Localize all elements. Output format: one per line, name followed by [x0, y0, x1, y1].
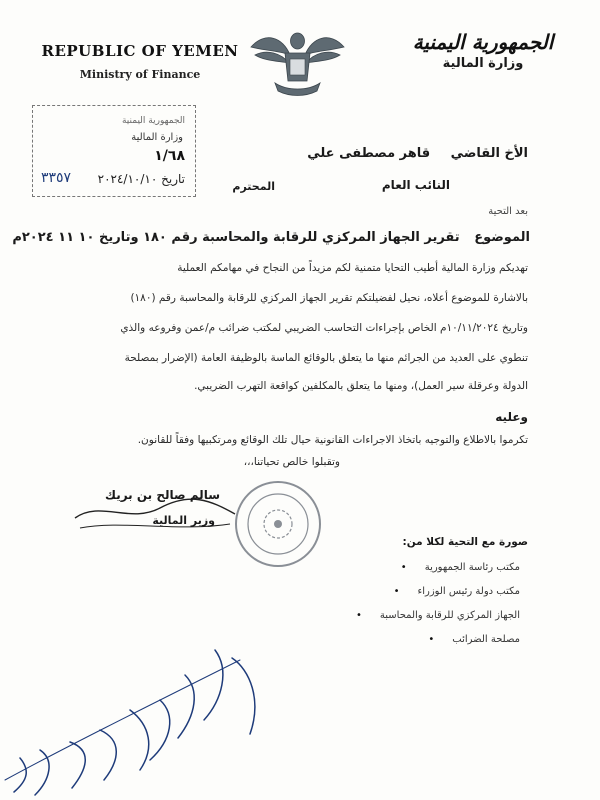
conclusion-line: وتقبلوا خالص تحياتنا،،، — [243, 456, 340, 468]
cc-list-item: الجهاز المركزي للرقابة والمحاسبة • — [356, 610, 520, 621]
cc-list-item: مكتب رئاسة الجمهورية • — [401, 562, 520, 573]
header-arabic — [408, 30, 558, 71]
recipient-name: قاهر مصطفى علي — [307, 146, 431, 161]
official-seal-icon — [232, 478, 324, 570]
body-line: الدولة وعرقلة سير العمل)، ومنها ما يتعلق بالمكلفين كواقعة التهرب الضريبي. — [194, 380, 528, 392]
reference-stamp-box — [32, 105, 196, 197]
ministry-name-en: Ministry of Finance — [79, 68, 201, 81]
greeting: بعد التحية — [488, 206, 528, 217]
eagle-emblem-icon — [245, 25, 350, 100]
cc-list-item: مكتب دولة رئيس الوزراء • — [394, 586, 520, 597]
reference-date: تاريخ ٢٠٢٤/١٠/١٠ — [97, 172, 185, 186]
body-line: تهديكم وزارة المالية أطيب التحايا متمنية لكم مزيداً من النجاح في مهامكم العملية — [177, 262, 528, 274]
recipient-honorific: المحترم — [232, 180, 275, 193]
minister-title: وزير المالية — [152, 514, 215, 527]
reference-line-2: وزارة المالية — [131, 132, 183, 143]
cc-list-item: مصلحة الضرائب • — [428, 634, 520, 645]
recipient-line — [307, 146, 528, 161]
subject-text: تقرير الجهاز المركزي للرقابة والمحاسبة رقم ١٨٠ وتاريخ ١٠ ١١ ٢٠٢٤م — [12, 230, 460, 245]
body-line: بالاشارة للموضوع أعلاه، نحيل لفضيلتكم تقرير الجهاز المركزي للرقابة والمحاسبة رقم (١٨٠) — [130, 292, 528, 304]
subject-label: الموضوع — [474, 230, 530, 245]
reference-number: ١/٦٨ — [154, 148, 185, 164]
conclusion-line: تكرموا بالاطلاع والتوجيه باتخاذ الاجراءات القانونية حيال تلك الوقائع ومرتكبيها وفقاً للقانون. — [137, 434, 528, 446]
reference-line-1: الجمهورية اليمنية — [121, 116, 185, 126]
subject-line — [12, 230, 530, 245]
recipient-position: النائب العام — [381, 178, 450, 192]
minister-name: سالم صالح بن بريك — [105, 488, 220, 502]
handwritten-annotation — [0, 630, 320, 800]
header-english — [40, 42, 240, 81]
recipient-title-prefix: الأخ القاضي — [450, 146, 528, 161]
country-name-en: REPUBLIC OF YEMEN — [41, 42, 239, 60]
cc-heading: صورة مع التحية لكلا من: — [402, 536, 528, 548]
handwritten-reference-number: ٣٣٥٧ — [41, 170, 72, 186]
conclusion-heading: وعليه — [495, 410, 528, 424]
country-name-ar: الجمهورية اليمنية — [412, 30, 554, 54]
body-line: تنطوي على العديد من الجرائم منها ما يتعلق بالوقائع الماسة بالوظيفة العامة (الإضرار بمصلحة — [124, 352, 528, 364]
ministry-name-ar: وزارة المالية — [442, 56, 524, 71]
body-line: وتاريخ ١٠/١١/٢٠٢٤م الخاص بإجراءات التحاسب الضريبي لمكتب ضرائب م/عمن وفروعه والذي — [120, 322, 528, 334]
